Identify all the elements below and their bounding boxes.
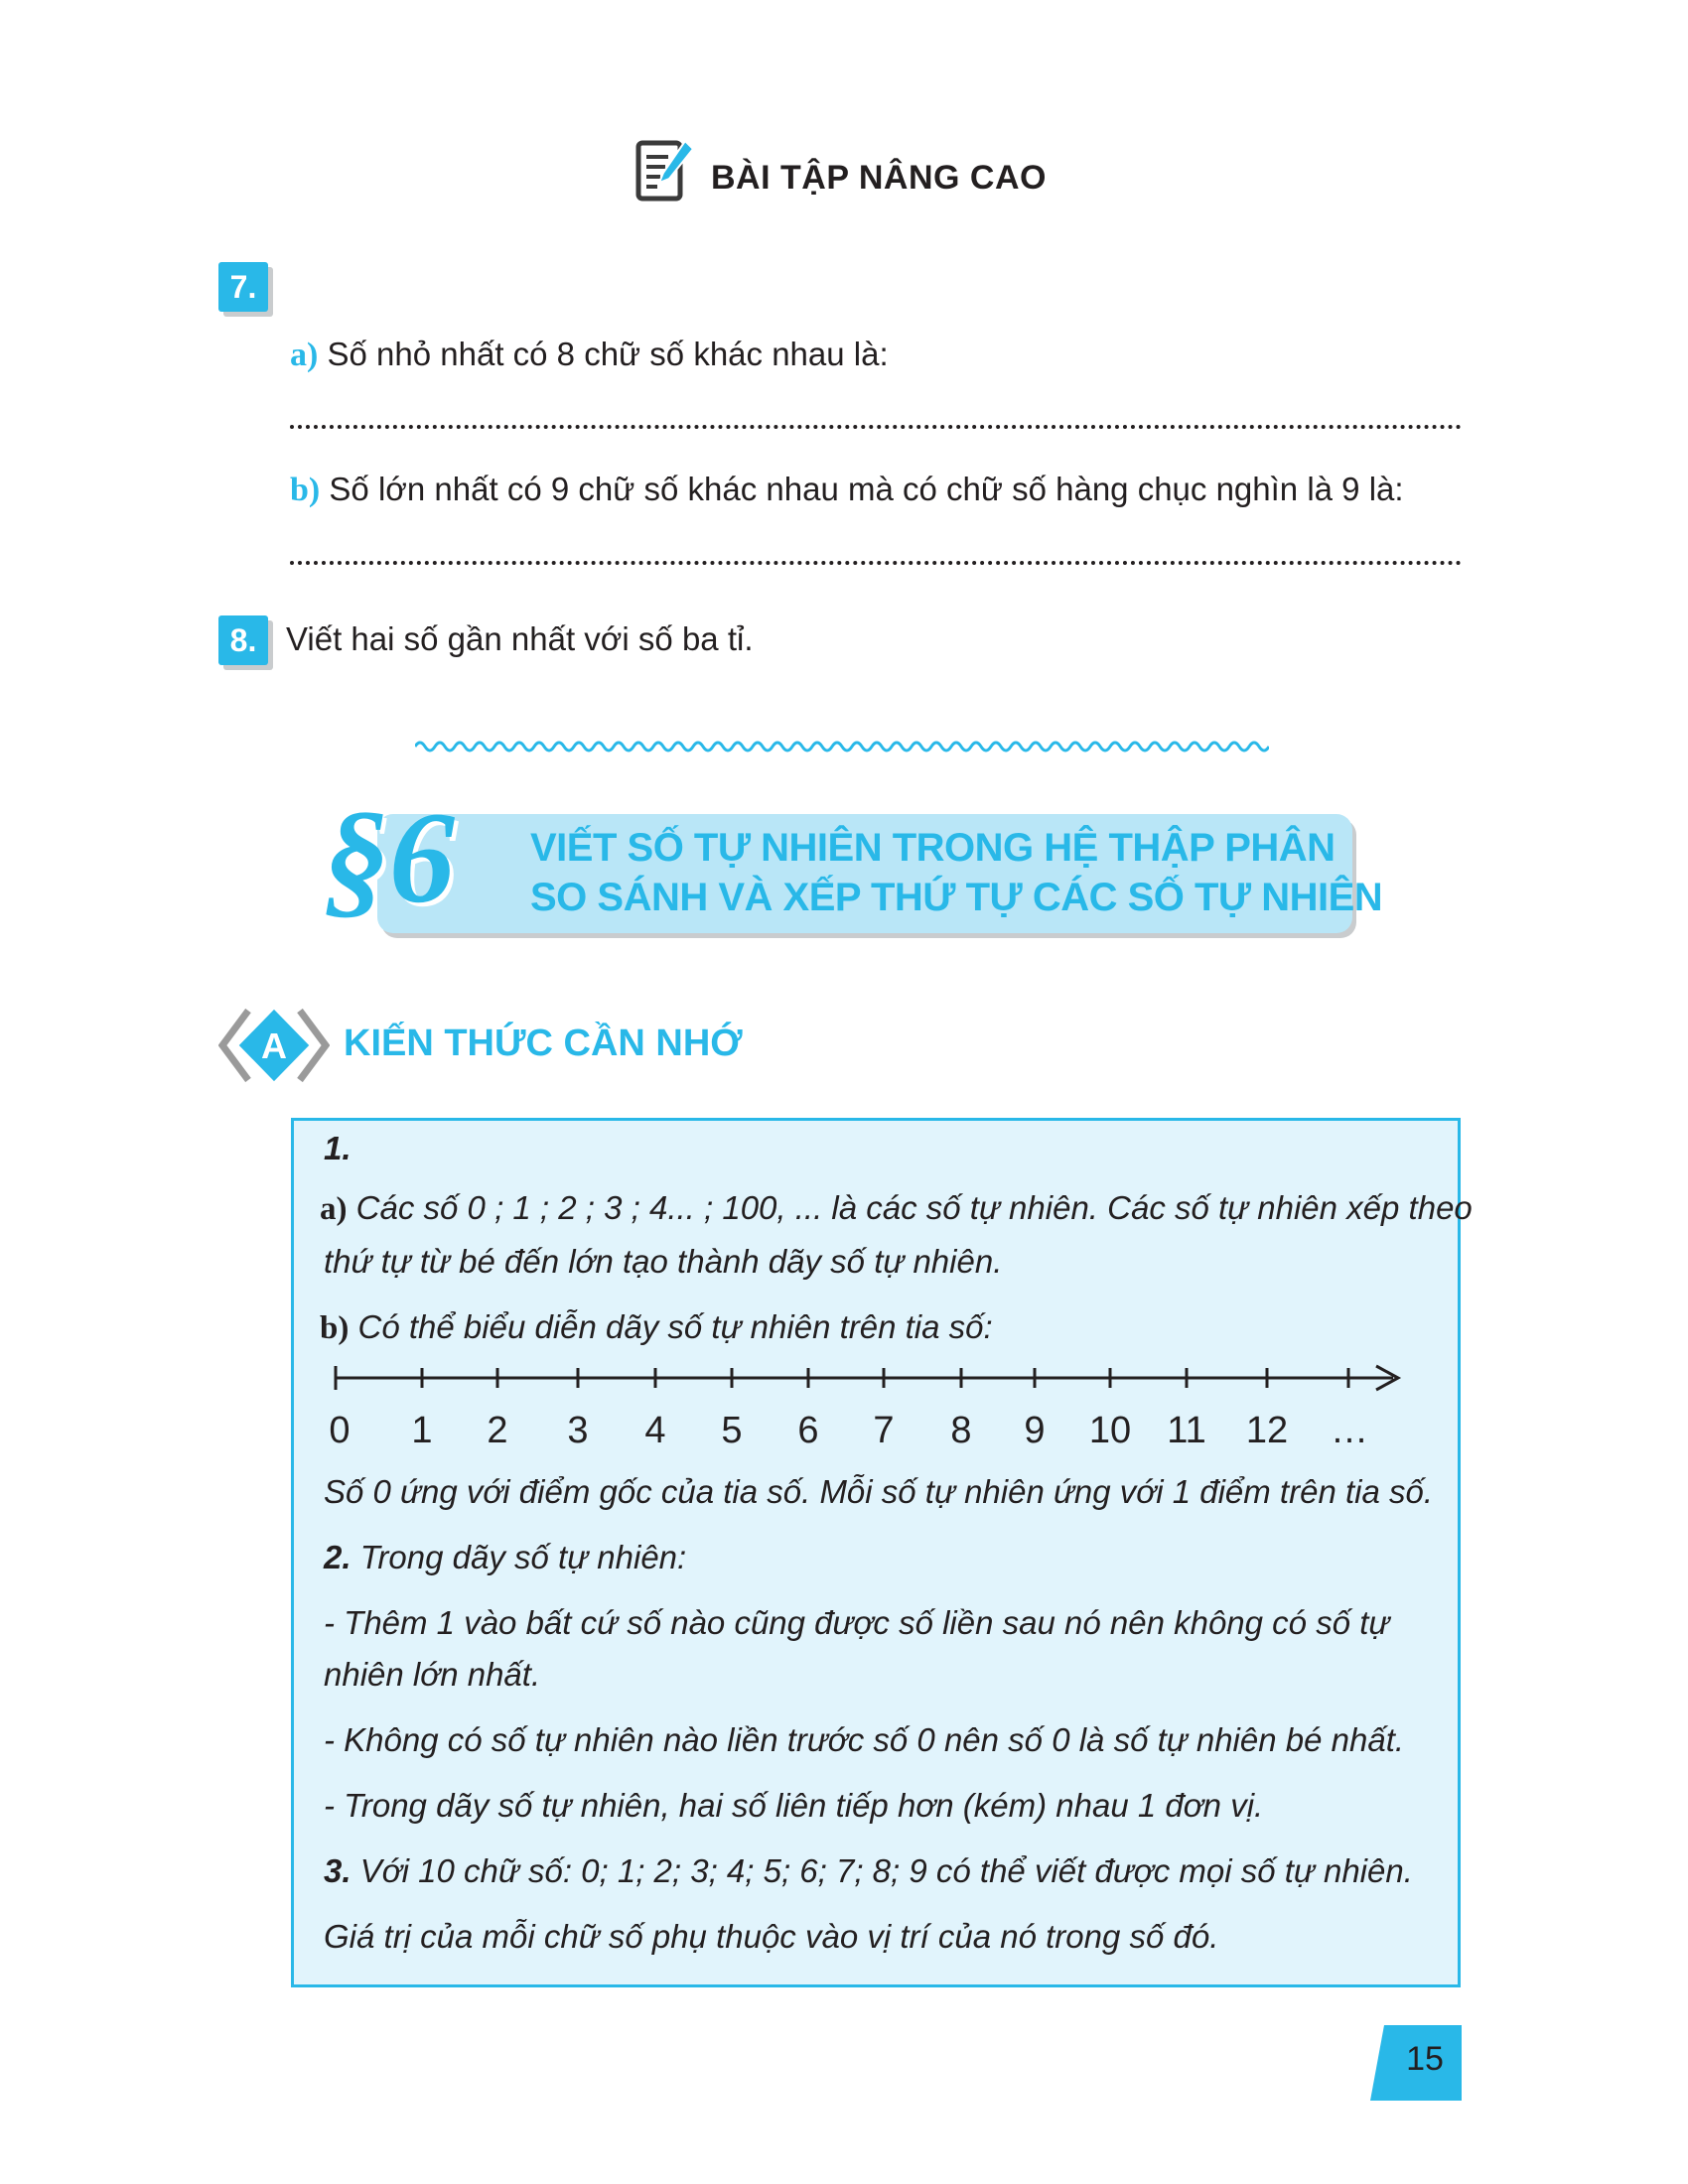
question-number-badge: 7. [218,262,268,312]
point-1b [320,1308,993,1347]
ray-label: 7 [873,1410,895,1451]
notepad-pencil-icon [635,137,695,203]
point-2-title [324,1539,686,1576]
point-2-line-2: - Không có số tự nhiên nào liền trước số 0 nên số 0 là số tự nhiên bé nhất. [324,1721,1405,1758]
question-text: Số nhỏ nhất có 8 chữ số khác nhau là: [327,336,889,372]
section-title-line-2: SO SÁNH VÀ XẾP THỨ TỰ CÁC SỐ TỰ NHIÊN [530,876,1383,919]
ray-label: 11 [1167,1410,1206,1451]
ray-label: 4 [644,1410,666,1451]
point-3-line-1 [324,1852,1413,1890]
ray-note: Số 0 ứng với điểm gốc của tia số. Mỗi số tự nhiên ứng với 1 điểm trên tia số. [324,1473,1434,1510]
question-8-text: Viết hai số gần nhất với số ba tỉ. [286,620,754,657]
point-1a-line-1 [320,1189,1473,1228]
item-label: b) [320,1310,350,1346]
question-text: Số lớn nhất có 9 chữ số khác nhau mà có chữ số hàng chục nghìn là 9 là: [329,471,1404,507]
ray-label: 12 [1245,1410,1289,1451]
item-label: b) [290,472,321,508]
ray-label: 3 [567,1410,589,1451]
item-label: a) [290,337,319,373]
section-number: §6 [324,784,455,930]
question-number-badge: 8. [218,615,268,665]
point-text: Với 10 chữ số: 0; 1; 2; 3; 4; 5; 6; 7; 8; 9 có thể viết được mọi số tự nhiên. [359,1852,1413,1889]
item-label: a) [320,1191,348,1227]
diamond-badge-icon [218,1003,330,1088]
subsection-title: KIẾN THỨC CẦN NHỚ [344,1023,743,1064]
answer-dotted-line [290,425,1462,429]
ray-label: 1 [411,1410,433,1451]
point-text: Các số 0 ; 1 ; 2 ; 3 ; 4... ; 100, ... là các số tự nhiên. Các số tự nhiên xếp theo [355,1189,1473,1226]
point-number: 2. [324,1539,352,1575]
point-3-line-2: Giá trị của mỗi chữ số phụ thuộc vào vị trí của nó trong số đó. [324,1918,1219,1955]
ray-label: 0 [329,1410,351,1451]
ray-label: 8 [950,1410,972,1451]
point-text: Trong dãy số tự nhiên: [359,1539,687,1575]
section-heading: BÀI TẬP NÂNG CAO [711,159,1047,197]
point-1-number: 1. [324,1130,352,1166]
section-title-line-1: VIẾT SỐ TỰ NHIÊN TRONG HỆ THẬP PHÂN [530,826,1336,870]
point-1a-line-2: thứ tự từ bé đến lớn tạo thành dãy số tự nhiên. [324,1243,1003,1280]
point-number: 3. [324,1852,352,1889]
point-2-line-3: - Trong dãy số tự nhiên, hai số liên tiếp hơn (kém) nhau 1 đơn vị. [324,1787,1264,1824]
ray-label: 10 [1088,1410,1132,1451]
ray-label: 2 [487,1410,508,1451]
answer-dotted-line [290,561,1462,565]
question-7a [290,336,889,374]
badge-letter: A [261,1025,287,1066]
ray-label: 6 [797,1410,819,1451]
point-2-line-1b: nhiên lớn nhất. [324,1656,541,1693]
number-ray [326,1360,1408,1400]
wave-divider [415,737,1269,756]
point-2-line-1a: - Thêm 1 vào bất cứ số nào cũng được số liền sau nó nên không có số tự [324,1604,1390,1641]
question-7b [290,471,1404,509]
point-text: Có thể biểu diễn dãy số tự nhiên trên tia số: [357,1308,993,1345]
page-number: 15 [1406,2040,1444,2078]
ray-label-ellipsis: … [1331,1410,1368,1451]
ray-label: 5 [721,1410,743,1451]
ray-label: 9 [1024,1410,1046,1451]
